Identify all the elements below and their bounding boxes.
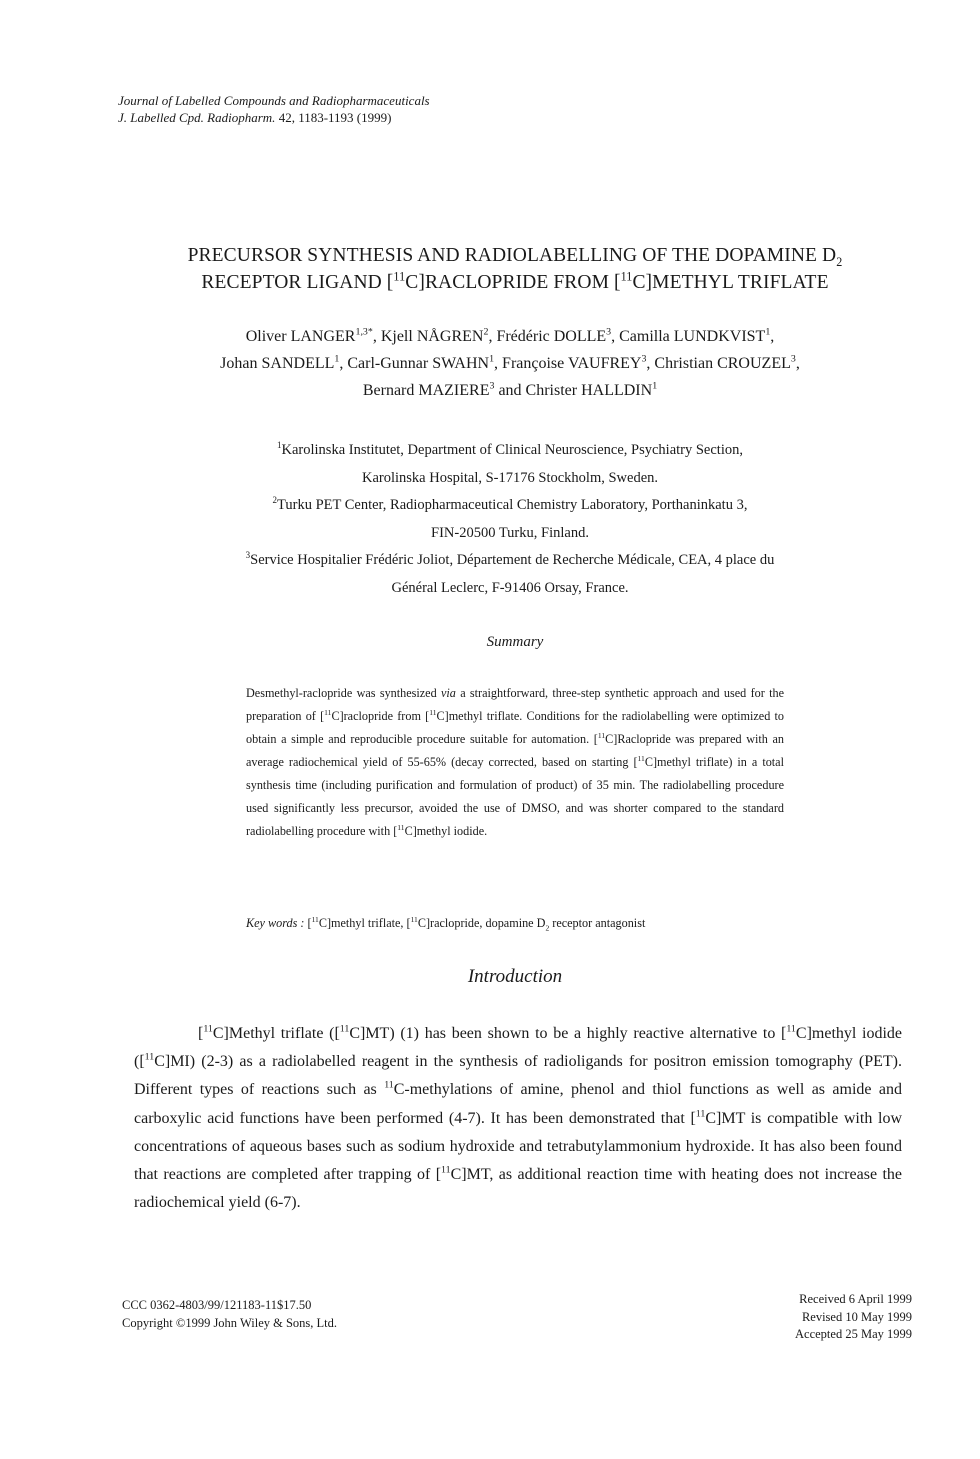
author-name: Camilla LUNDKVIST (619, 328, 766, 345)
key-words-label: Key words : (246, 916, 305, 930)
author-name: Frédéric DOLLE (496, 328, 607, 345)
author-name: Oliver LANGER (245, 328, 356, 345)
affiliations (130, 437, 890, 602)
footer-copyright (122, 1296, 337, 1332)
author-affil-mark: 1 (489, 353, 495, 365)
affiliation-2: $^2$Turku PET Center, Radiopharmaceutical Chemistry Laboratory, Porthaninkatu 3, (272, 495, 748, 513)
title-line-2: RECEPTOR LIGAND [$^{11}$C]RACLOPRIDE FROM [$^{11}$C]METHYL TRIFLATE (201, 269, 829, 293)
footer-dates (795, 1291, 912, 1344)
author-name: Françoise VAUFREY (502, 355, 642, 372)
journal-citation (118, 109, 430, 126)
journal-volume-pages: 42, 1183-1193 (1999) (278, 110, 392, 125)
affiliation-1-address: Karolinska Hospital, S-17176 Stockholm, Sweden. (361, 469, 659, 486)
accepted-date: Accepted 25 May 1999 (795, 1327, 912, 1341)
author-affil-mark: 3 (606, 326, 612, 338)
ccc-code: CCC 0362-4803/99/121183-11$17.50 (122, 1298, 312, 1312)
author-name: Christian CROUZEL (654, 355, 791, 372)
copyright-line: Copyright ©1999 John Wiley & Sons, Ltd. (122, 1316, 338, 1330)
author-name: Kjell NÅGREN (380, 328, 484, 345)
affiliation-3-address: Général Leclerc, F-91406 Orsay, France. (391, 579, 629, 596)
author-affil-mark: 3 (790, 353, 796, 365)
author-name: Carl-Gunnar SWAHN (347, 355, 490, 372)
affiliation-3: $^3$Service Hospitalier Frédéric Joliot, Département de Recherche Médicale, CEA, 4 place du (245, 550, 775, 568)
author-affil-mark: 3 (641, 353, 647, 365)
author-name: Johan SANDELL (220, 355, 335, 372)
affiliation-1: $^1$Karolinska Institutet, Department of Clinical Neuroscience, Psychiatry Section, (277, 440, 743, 458)
author-affil-mark: 2 (483, 326, 489, 338)
paper-title (100, 242, 930, 296)
journal-abbrev: J. Labelled Cpd. Radiopharm. (118, 110, 276, 125)
author-list: Oliver $LANGER^{1,3*}$, Kjell NÅGREN$^2$, Frédéric DOLLE$^3$, Camilla LUNDKVIST$^1$, Johan SANDELL$^1$, Carl-Gunnar SWAHN$^1$, Françoise VAUFREY$^3$, Christian CROUZEL$^3$, Bernard MAZIERE$^3$ and Christer HALLDIN$^1$ (220, 326, 800, 399)
author-affil-mark: 1 (652, 380, 658, 392)
introduction-paragraph: [$^{11}$C]Methyl triflate ([$^{11}$C]MT) (1) has been shown to be a highly reactive alternative to [$^{11}$C]methyl iodide ([$^{11}$C]MI) (2-3) as a radiolabelled reagent in the synthesis of radioligands for positron emission tomography (PET). Different types of reactions such as $^{11}$C-methylations of amine, phenol and thiol functions as well as amide and carboxylic acid functions have been performed (4-7). It has been demonstrated that [$^{11}$C]MT is compatible with low concentrations of aqueous bases such as sodium hydroxide and tetrabutylammonium hydroxide. It has also been found that reactions are completed after trapping of [$^{11}$C]MT, as additional reaction time with heating does not increase the radiochemical yield (6-7). (134, 1023, 903, 1212)
title-line-1: PRECURSOR SYNTHESIS AND RADIOLABELLING OF THE DOPAMINE $D_2$ (187, 245, 843, 269)
author-affil-mark: 3 (489, 380, 495, 392)
revised-date: Revised 10 May 1999 (801, 1309, 912, 1324)
author-name: Bernard MAZIERE (362, 382, 490, 399)
author-affil-mark: 1 (334, 353, 340, 365)
affiliation-2-address: FIN-20500 Turku, Finland. (431, 524, 589, 541)
introduction-heading: Introduction (467, 966, 563, 987)
author-name: Christer HALLDIN (525, 382, 653, 399)
journal-header (118, 92, 430, 126)
summary-text: Desmethyl-raclopride was synthesized via a straightforward, three-step synthetic approach and used for the preparation of [$^{11}$C]raclopride from [$^{11}$C]methyl triflate. Conditions for the radiolabelling were optimized to obtain a simple and reproducible procedure suitable for automation. [$^{11}$C]Raclopride was prepared with an average radiochemical yield of 55-65% (decay corrected, based on starting [$^{11}$C]methyl triflate) in a total synthesis time (including purification and formulation of product) of 35 min. The radiolabelling procedure used significantly less precursor, avoided the use of DMSO, and was shorter compared to the standard radiolabelling procedure with [$^{11}$C]methyl iodide. (246, 686, 784, 838)
author-affil-mark: 1 (765, 326, 771, 338)
summary-heading: Summary (486, 634, 544, 650)
received-date: Received 6 April 1999 (799, 1292, 912, 1306)
journal-name: Journal of Labelled Compounds and Radiopharmaceuticals (118, 93, 430, 108)
key-words: Key words : [$^{11}$C]methyl triflate, [$^{11}$C]raclopride, dopamine $D_2$ receptor antagonist (246, 914, 646, 933)
author-affil-mark: 1,3* (355, 326, 373, 338)
